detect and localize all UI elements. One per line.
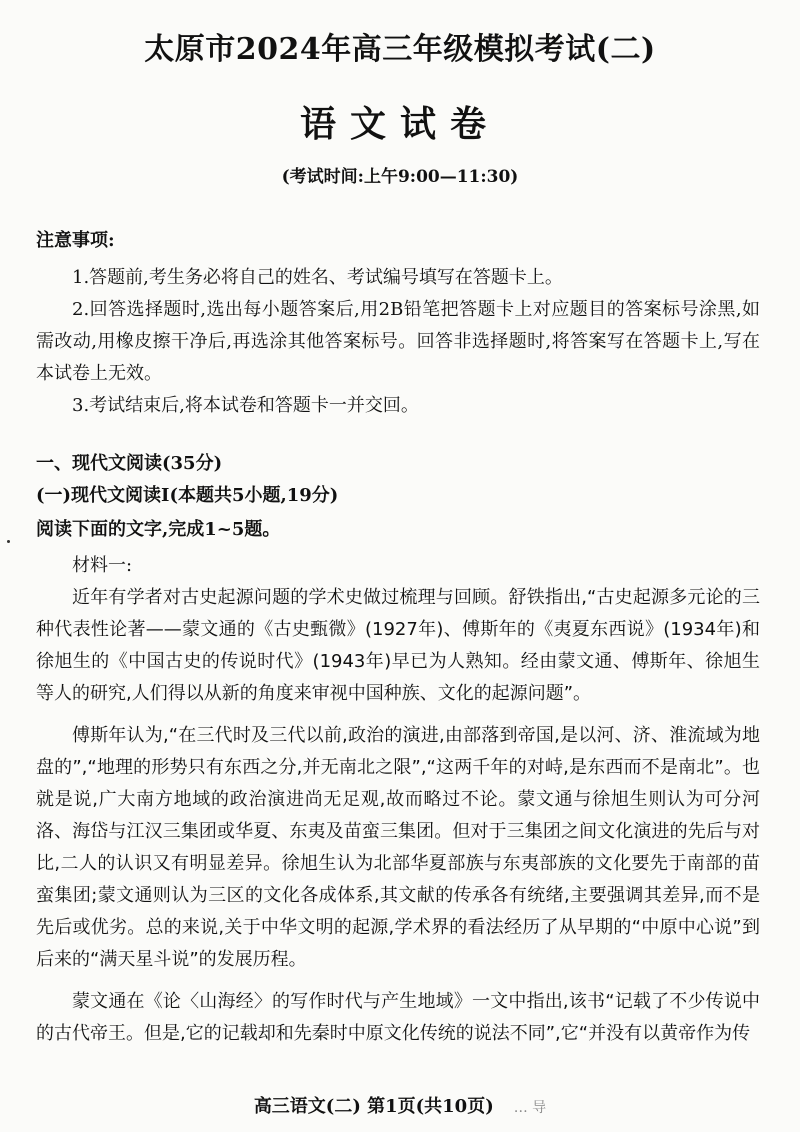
- subsection-title: (一)现代文阅读Ⅰ(本题共5小题,19分): [36, 485, 339, 506]
- notice-item-3: 3.考试结束后,将本试卷和答题卡一并交回。: [72, 395, 419, 416]
- material-label: 材料一:: [72, 555, 133, 576]
- scan-speck: [7, 540, 10, 543]
- footer-mark: … 导: [513, 1100, 547, 1116]
- exam-time: (考试时间:上午9:00—11:30): [281, 167, 519, 187]
- subject-title: 语文试卷: [299, 103, 500, 145]
- material-paragraph-1: 近年有学者对古史起源问题的学术史做过梳理与回顾。舒铁指出,“古史起源多元论的三种代表性论著——蒙文通的《古史甄微》(1927年)、傅斯年的《夷夏东西说》(1934年)和徐旭生的《中国古史的传说时代》(1943年)早已为人熟知。经由蒙文通、傅斯年、徐旭生等人的研究,人们得以从新的角度来审视中国种族、文化的起源问题”。: [36, 587, 760, 704]
- material-paragraph-2: 傅斯年认为,“在三代时及三代以前,政治的演进,由部落到帝国,是以河、济、淮流域为地盘的”,“地理的形势只有东西之分,并无南北之限”,“这两千年的对峙,是东西而不是南北”。也就是说,广大南方地域的政治演进尚无足观,故而略过不论。蒙文通与徐旭生则认为可分河洛、海岱与江汉三集团或华夏、东夷及苗蛮三集团。但对于三集团之间文化演进的先后与对比,二人的认识又有明显差异。徐旭生认为北部华夏部族与东夷部族的文化要先于南部的苗蛮集团;蒙文通则认为三区的文化各成体系,其文献的传承各有统绪,主要强调其差异,而不是先后或优劣。总的来说,关于中华文明的起源,学术界的看法经历了从早期的“中原中心说”到后来的“满天星斗说”的发展历程。: [36, 725, 760, 970]
- notice-heading: 注意事项:: [36, 230, 115, 251]
- notice-item-1: 1.答题前,考生务必将自己的姓名、考试编号填写在答题卡上。: [72, 267, 563, 288]
- page-content: [36, 226, 760, 1060]
- page-number-label: 高三语文(二) 第1页(共10页): [253, 1096, 494, 1117]
- material-paragraph-3: 蒙文通在《论〈山海经〉的写作时代与产生地域》一文中指出,该书“记载了不少传说中的古代帝王。但是,它的记载却和先秦时中原文化传统的说法不同”,它“并没有以黄帝作为传: [36, 991, 760, 1044]
- page-footer: [0, 1092, 800, 1118]
- reading-instruction: 阅读下面的文字,完成1~5题。: [36, 519, 281, 540]
- notice-item-2: 2.回答选择题时,选出每小题答案后,用2B铅笔把答题卡上对应题目的答案标号涂黑,如需改动,用橡皮擦干净后,再选涂其他答案标号。回答非选择题时,将答案写在答题卡上,写在本试卷上无效。: [36, 299, 760, 384]
- exam-title: 太原市2024年高三年级模拟考试(二): [144, 32, 656, 67]
- section-title: 一、现代文阅读(35分): [36, 453, 223, 474]
